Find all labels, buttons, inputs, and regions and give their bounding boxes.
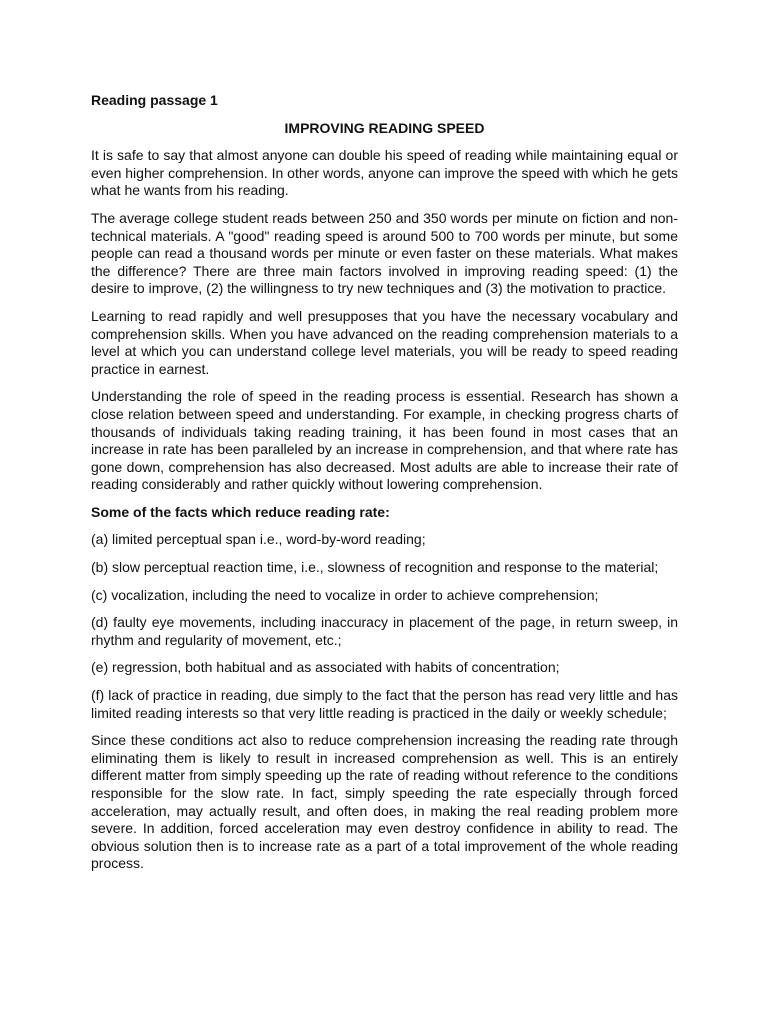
document-title: IMPROVING READING SPEED [284,119,485,136]
paragraph-closing: Since these conditions act also to reduce comprehension increasing the reading rate through eliminating them is likely to result in increased comprehension as well. This is an entirely different matter from simply speeding up the rate of reading without reference to the conditions responsible for the slow rate. In fact, simply speeding the rate especially through forced acceleration, may actually result, and often does, in making the real reading problem more severe. In addition, forced acceleration may even destroy confidence in ability to read. The obvious solution then is to increase rate as a part of a total improvement of the whole reading process. [91,732,678,872]
list-item: (a) limited perceptual span i.e., word-by-word reading; [91,531,426,548]
list-item: (e) regression, both habitual and as associated with habits of concentration; [91,659,560,676]
list-item: (b) slow perceptual reaction time, i.e., slowness of recognition and response to the material; [91,559,659,576]
paragraph-learning: Learning to read rapidly and well presupposes that you have the necessary vocabulary and comprehension skills. When you have advanced on the reading comprehension materials to a level at which you can understand college level materials, you will be ready to speed reading practice in earnest. [91,307,678,377]
list-item: (f) lack of practice in reading, due simply to the fact that the person has read very little and has limited reading interests so that very little reading is practiced in the daily or weekly schedule; [91,687,678,721]
document-page [91,92,678,883]
facts-list [91,531,678,722]
paragraph-average-speed: The average college student reads between 250 and 350 words per minute on fiction and non-technical materials. A "good" reading speed is around 500 to 700 words per minute, but some people can read a thousand words per minute or even faster on these materials. What makes the difference? There are three main factors involved in improving reading speed: (1) the desire to improve, (2) the willingness to try new techniques and (3) the motivation to practice. [91,209,678,297]
paragraph-understanding: Understanding the role of speed in the reading process is essential. Research has shown a close relation between speed and understanding. For example, in checking progress charts of thousands of individuals taking reading training, it has been found in most cases that an increase in rate has been paralleled by an increase in comprehension, and that where rate has gone down, comprehension has also decreased. Most adults are able to increase their rate of reading considerably and rather quickly without lowering comprehension. [91,388,678,493]
list-item: (d) faulty eye movements, including inaccuracy in placement of the page, in return sweep, in rhythm and regularity of movement, etc.; [91,614,678,648]
passage-label: Reading passage 1 [91,92,218,108]
paragraph-intro: It is safe to say that almost anyone can double his speed of reading while maintaining equal or even higher comprehension. In other words, anyone can improve the speed with which he gets what he wants from his reading. [91,147,678,199]
list-item: (c) vocalization, including the need to vocalize in order to achieve comprehension; [91,586,599,603]
facts-heading: Some of the facts which reduce reading rate: [91,503,390,520]
